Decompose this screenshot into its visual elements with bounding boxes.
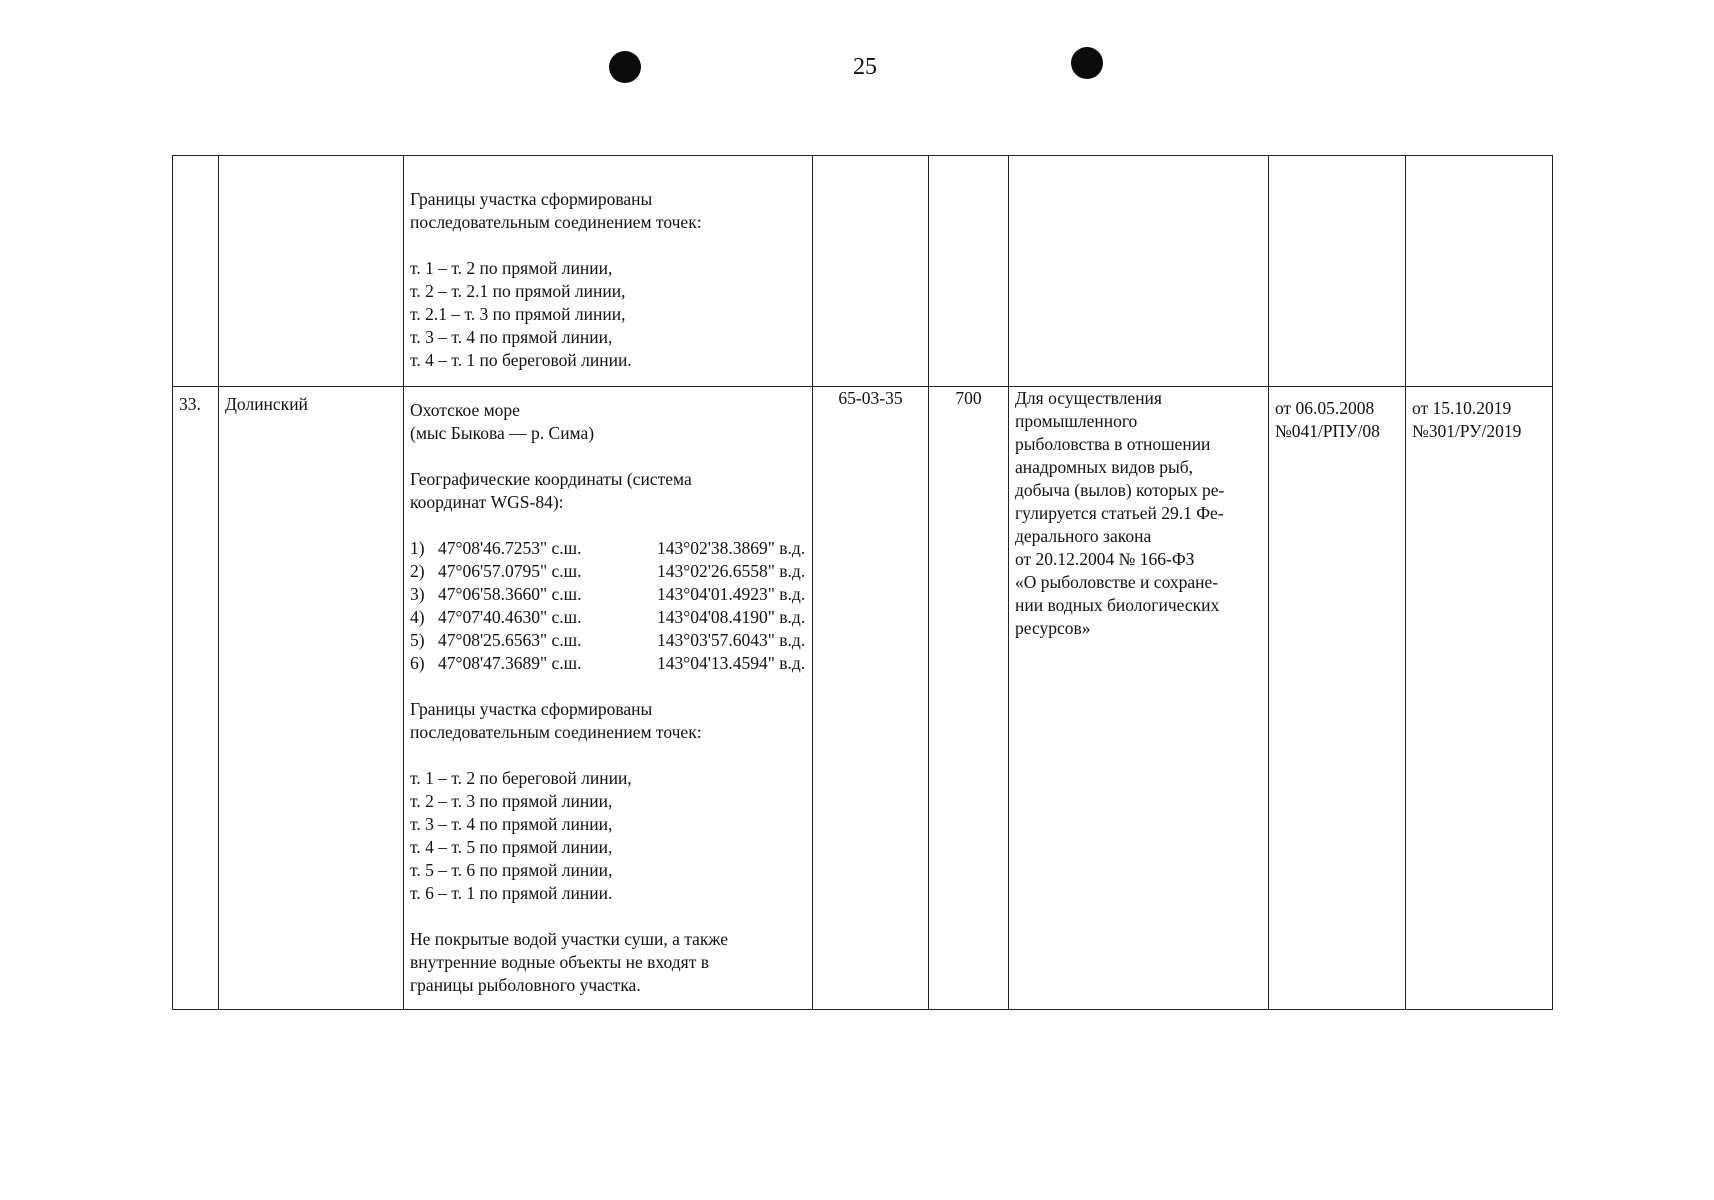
- punch-hole-right: [1071, 47, 1103, 79]
- segment-line: т. 4 – т. 5 по прямой линии,: [410, 837, 613, 857]
- text-line: «О рыболовстве и сохране-: [1015, 572, 1219, 592]
- cell-area-empty: [929, 156, 1009, 387]
- coord-index: 2): [410, 561, 425, 581]
- coord-latitude: 47°07'40.4630" с.ш.: [438, 607, 582, 627]
- text-line: координат WGS-84):: [410, 492, 564, 512]
- text-line: ресурсов»: [1015, 618, 1091, 638]
- purpose-text: [1009, 387, 1268, 640]
- coord-index: 3): [410, 584, 425, 604]
- text-line: последовательным соединением точек:: [410, 212, 702, 232]
- coord-longitude: 143°04'13.4594" в.д.: [657, 653, 806, 673]
- segment-line: т. 5 – т. 6 по прямой линии,: [410, 860, 613, 880]
- text-line: анадромных видов рыб,: [1015, 457, 1193, 477]
- area-name: (мыс Быкова — р. Сима): [410, 423, 595, 443]
- segment-line: т. 1 – т. 2 по береговой линии,: [410, 768, 632, 788]
- table-row-33: [173, 387, 1553, 1010]
- coordinate-row: [410, 583, 806, 606]
- segment-line: т. 6 – т. 1 по прямой линии.: [410, 883, 613, 903]
- text-line: Границы участка сформированы: [410, 699, 653, 719]
- cell-date2-empty: [1406, 156, 1553, 387]
- table-row-continuation: [173, 156, 1553, 387]
- page-number: 25: [853, 54, 877, 80]
- coords-heading: [410, 468, 806, 514]
- coordinate-row: [410, 537, 806, 560]
- coord-latitude: 47°06'58.3660" с.ш.: [438, 584, 582, 604]
- cell-district-empty: [219, 156, 404, 387]
- coordinates-list: [410, 537, 806, 675]
- text-line: промышленного: [1015, 411, 1138, 431]
- cell-boundary-description: [404, 156, 813, 387]
- text-line: гулируется статьей 29.1 Фе-: [1015, 503, 1224, 523]
- punch-hole-left: [609, 51, 641, 83]
- text-line: дерального закона: [1015, 526, 1152, 546]
- coordinate-row: [410, 629, 806, 652]
- segment-line: т. 1 – т. 2 по прямой линии,: [410, 258, 613, 278]
- registration-date: от 15.10.2019: [1412, 398, 1512, 418]
- cell-purpose: [1009, 387, 1269, 1010]
- area-code: 65-03-35: [838, 388, 903, 408]
- cell-area-description: [404, 387, 813, 1010]
- segment-line: т. 2 – т. 2.1 по прямой линии,: [410, 281, 626, 301]
- coord-longitude: 143°02'26.6558" в.д.: [657, 561, 806, 581]
- boundary-intro: [410, 698, 806, 744]
- coord-longitude: 143°02'38.3869" в.д.: [657, 538, 806, 558]
- agreement-date: от 06.05.2008: [1275, 398, 1375, 418]
- text-line: границы рыболовного участка.: [410, 975, 641, 995]
- coord-index: 1): [410, 538, 425, 558]
- boundary-intro: [410, 188, 806, 234]
- cell-registration-date: [1406, 387, 1553, 1010]
- cell-code-empty: [813, 156, 929, 387]
- cell-row-number: [173, 387, 219, 1010]
- segment-line: т. 2 – т. 3 по прямой линии,: [410, 791, 613, 811]
- cell-date1-empty: [1269, 156, 1406, 387]
- cell-area-size: [929, 387, 1009, 1010]
- boundary-segments: [410, 767, 806, 905]
- cell-agreement-date: [1269, 387, 1406, 1010]
- cell-number-empty: [173, 156, 219, 387]
- cell-purpose-empty: [1009, 156, 1269, 387]
- segment-line: т. 3 – т. 4 по прямой линии,: [410, 327, 613, 347]
- coord-latitude: 47°08'47.3689" с.ш.: [438, 653, 582, 673]
- coord-longitude: 143°03'57.6043" в.д.: [657, 630, 806, 650]
- coord-index: 6): [410, 653, 425, 673]
- coord-longitude: 143°04'08.4190" в.д.: [657, 607, 806, 627]
- row-number: 33.: [179, 394, 201, 414]
- text-line: нии водных биологических: [1015, 595, 1220, 615]
- registration-number: №301/РУ/2019: [1412, 421, 1522, 441]
- sea-name: Охотское море: [410, 400, 520, 420]
- boundary-segments: [410, 257, 806, 372]
- coord-latitude: 47°08'25.6563" с.ш.: [438, 630, 582, 650]
- agreement-number: №041/РПУ/08: [1275, 421, 1380, 441]
- coord-index: 5): [410, 630, 425, 650]
- coordinate-row: [410, 606, 806, 629]
- coord-longitude: 143°04'01.4923" в.д.: [657, 584, 806, 604]
- segment-line: т. 3 – т. 4 по прямой линии,: [410, 814, 613, 834]
- area-size: 700: [955, 388, 982, 408]
- cell-district: [219, 387, 404, 1010]
- coordinate-row: [410, 652, 806, 675]
- area-location: [410, 399, 806, 445]
- text-line: добыча (вылов) которых ре-: [1015, 480, 1225, 500]
- coord-latitude: 47°08'46.7253" с.ш.: [438, 538, 582, 558]
- text-line: Географические координаты (система: [410, 469, 692, 489]
- text-line: Для осуществления: [1015, 388, 1162, 408]
- cell-area-code: [813, 387, 929, 1010]
- text-line: Границы участка сформированы: [410, 189, 653, 209]
- exclusion-note: [410, 928, 806, 997]
- coordinate-row: [410, 560, 806, 583]
- text-line: от 20.12.2004 № 166-ФЗ: [1015, 549, 1195, 569]
- text-line: рыболовства в отношении: [1015, 434, 1211, 454]
- text-line: внутренние водные объекты не входят в: [410, 952, 709, 972]
- fishing-areas-table: [172, 155, 1553, 1010]
- segment-line: т. 4 – т. 1 по береговой линии.: [410, 350, 632, 370]
- text-line: Не покрытые водой участки суши, а также: [410, 929, 728, 949]
- text-line: последовательным соединением точек:: [410, 722, 702, 742]
- coord-index: 4): [410, 607, 425, 627]
- coord-latitude: 47°06'57.0795" с.ш.: [438, 561, 582, 581]
- district-name: Долинский: [225, 394, 308, 414]
- segment-line: т. 2.1 – т. 3 по прямой линии,: [410, 304, 626, 324]
